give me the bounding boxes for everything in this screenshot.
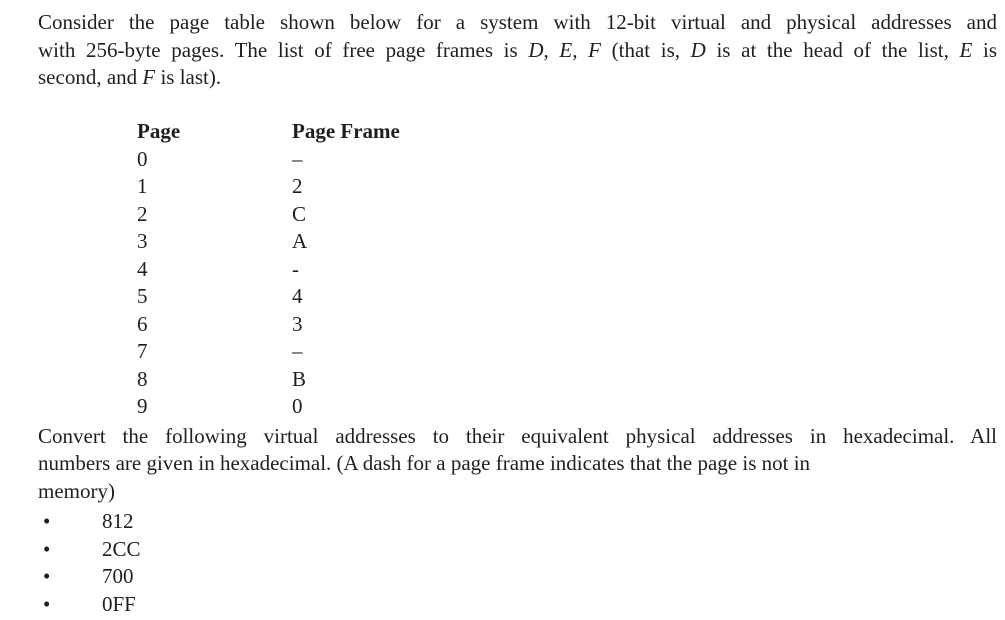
intro-line-3 — [38, 64, 1005, 92]
virtual-address-item — [38, 536, 1005, 564]
intro-paragraph — [38, 9, 1005, 92]
free-frame-letter: F — [142, 65, 156, 89]
frame-cell: 4 — [292, 284, 303, 308]
virtual-address-item — [38, 563, 1005, 591]
page-table-row — [137, 393, 400, 421]
page-cell: 4 — [137, 256, 148, 281]
page-cell: 5 — [137, 284, 148, 308]
text-segment: , — [543, 37, 560, 62]
bullet-icon: • — [43, 509, 51, 533]
frame-cell: 2 — [292, 174, 303, 198]
virtual-address-list — [38, 508, 1005, 618]
text-segment: with 256-byte pages. The list of free page frames is — [38, 37, 529, 62]
text-segment: is last). — [155, 65, 222, 89]
frame-cell: – — [292, 339, 303, 363]
intro-line-1 — [38, 9, 997, 37]
frame-cell: C — [292, 201, 307, 226]
frame-cell: – — [292, 146, 303, 171]
page-cell: 2 — [137, 201, 148, 226]
page-cell: 7 — [137, 339, 148, 363]
bullet-icon: • — [43, 536, 51, 561]
frame-cell: - — [292, 256, 299, 281]
virtual-address-value: 700 — [102, 564, 134, 588]
page-table-row — [137, 311, 400, 339]
frame-cell: B — [292, 366, 307, 391]
question-line-3 — [38, 478, 1005, 506]
free-frame-letter: E — [959, 37, 973, 62]
text-segment: is at the head of the list, — [705, 37, 960, 62]
virtual-address-value: 2CC — [102, 536, 141, 561]
page-table-row — [137, 146, 400, 174]
frame-cell: A — [292, 229, 308, 253]
virtual-address-item — [38, 591, 1005, 619]
question-paragraph — [38, 423, 1005, 506]
page-cell: 6 — [137, 311, 148, 336]
intro-line-2 — [38, 37, 997, 65]
text-segment: Convert the following virtual addresses to their equivalent physical addresses in hexadecimal. All — [38, 423, 997, 448]
page-table-row — [137, 283, 400, 311]
text-segment: Consider the page table shown below for a system with 12-bit virtual and physical addresses and — [38, 10, 997, 34]
text-segment: numbers are given in hexadecimal. (A dash for a page frame indicates that the page is not in — [38, 451, 811, 475]
page-cell: 1 — [137, 174, 148, 198]
virtual-address-item — [38, 508, 1005, 536]
virtual-address-value: 0FF — [102, 591, 136, 616]
question-line-1 — [38, 423, 997, 451]
text-segment: (that is, — [600, 37, 691, 62]
bullet-icon: • — [43, 564, 51, 588]
page-table-row — [137, 173, 400, 201]
question-line-2 — [38, 450, 1005, 478]
free-frame-letter: D — [690, 37, 706, 62]
text-segment: memory) — [38, 478, 115, 503]
page-table — [137, 118, 400, 421]
page-cell: 9 — [137, 394, 148, 418]
text-segment: , — [572, 37, 589, 62]
page-column-header: Page — [137, 119, 181, 143]
page-table-header-row — [137, 118, 400, 146]
bullet-icon: • — [43, 591, 51, 616]
free-frame-letter: F — [588, 37, 601, 62]
page-table-row — [137, 201, 400, 229]
page-table-row — [137, 228, 400, 256]
page-frame-column-header: Page Frame — [292, 119, 400, 143]
frame-cell: 3 — [292, 311, 303, 336]
virtual-address-value: 812 — [102, 509, 134, 533]
page-cell: 0 — [137, 146, 148, 171]
text-segment: second, and — [38, 65, 143, 89]
page-table-row — [137, 366, 400, 394]
page-cell: 8 — [137, 366, 148, 391]
page-table-row — [137, 338, 400, 366]
frame-cell: 0 — [292, 394, 303, 418]
text-segment: is — [972, 37, 997, 62]
page-cell: 3 — [137, 229, 148, 253]
page-table-row — [137, 256, 400, 284]
free-frame-letter: E — [559, 37, 573, 62]
free-frame-letter: D — [528, 37, 544, 62]
